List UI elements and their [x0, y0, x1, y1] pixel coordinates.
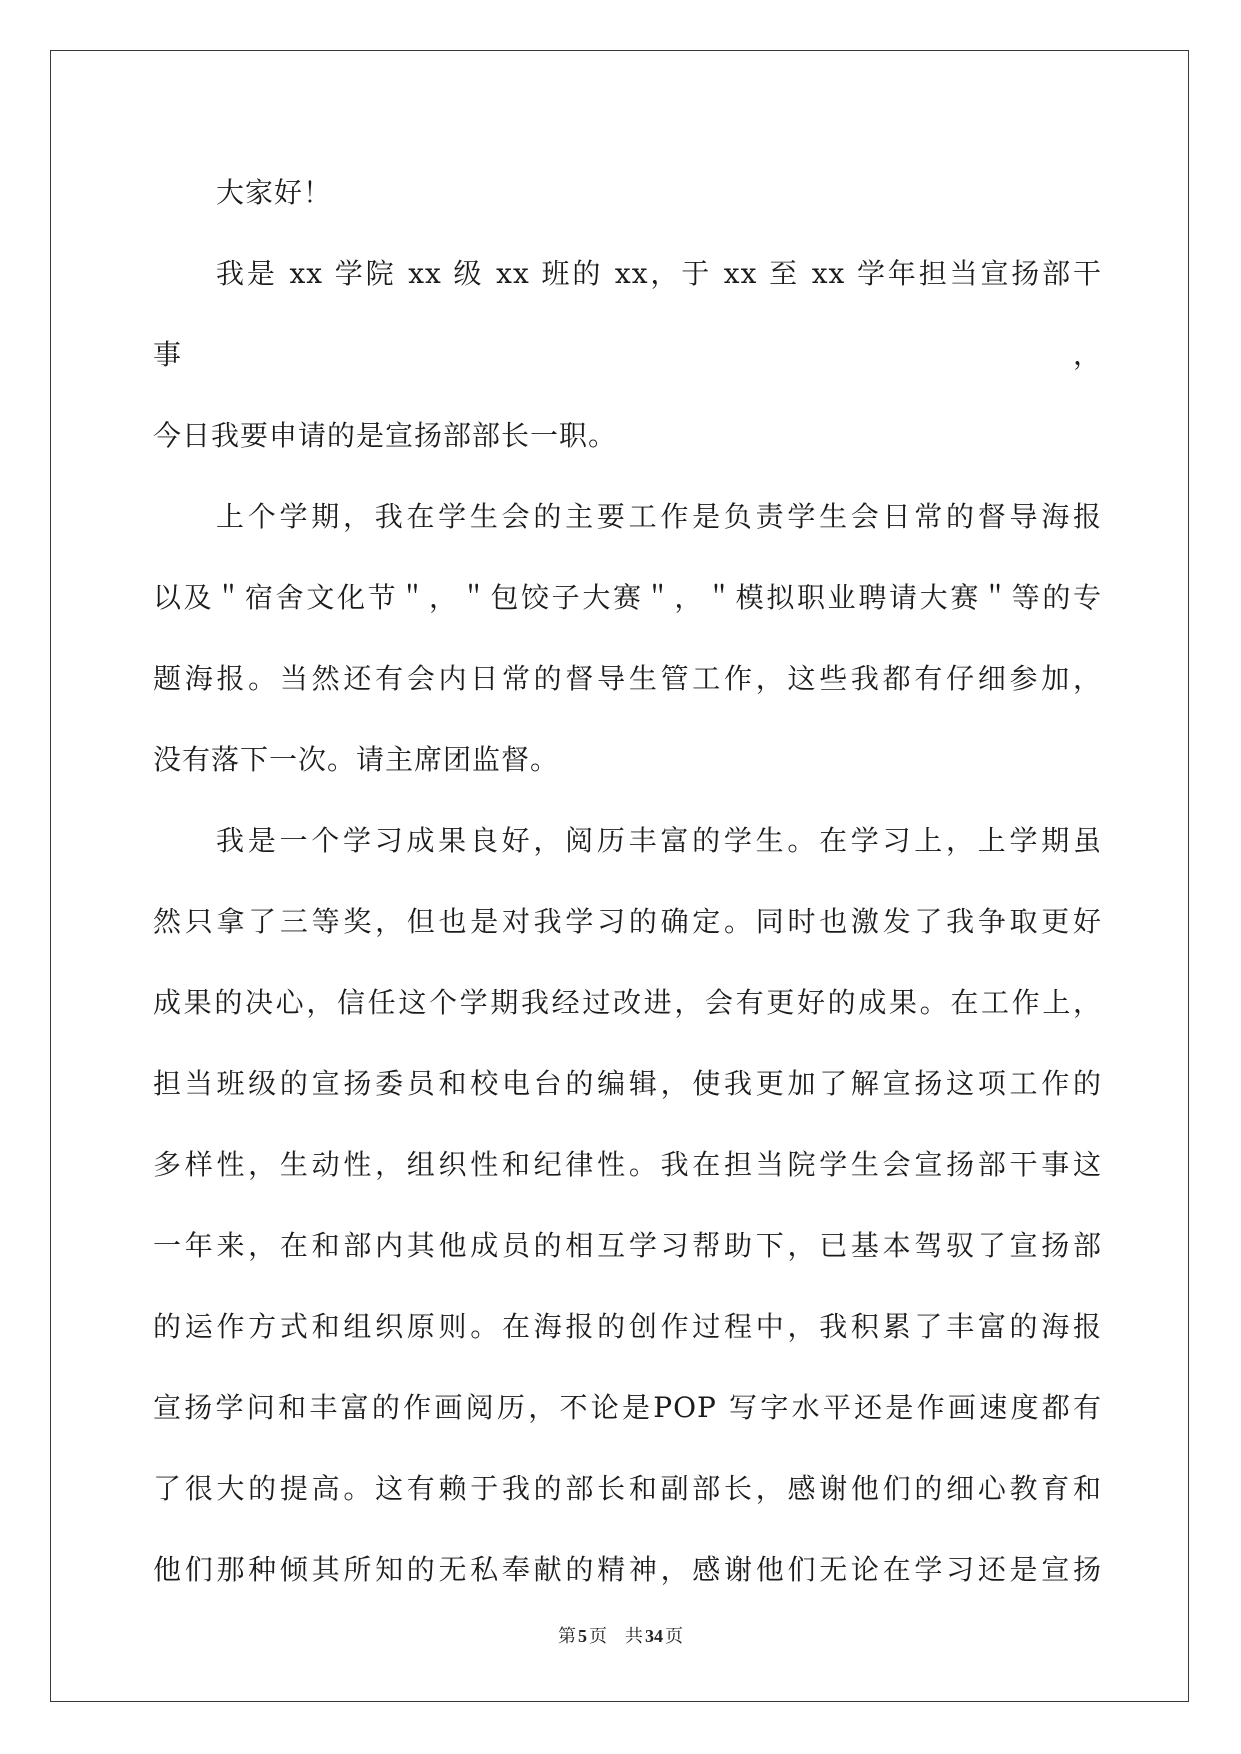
page-suffix: 页 [589, 1626, 607, 1646]
text-line: 成果的决心，信任这个学期我经过改进，会有更好的成果。在工作上， [153, 986, 1102, 1019]
text-line: 今日我要申请的是宣扬部部长一职。 [153, 419, 618, 452]
text-line: 的运作方式和组织原则。在海报的创作过程中，我积累了丰富的海报 [153, 1310, 1102, 1343]
total-pages: 34 [645, 1626, 663, 1646]
text-line: 了很大的提高。这有赖于我的部长和副部长，感谢他们的细心教育和 [153, 1472, 1102, 1505]
page-footer [0, 1623, 1241, 1649]
text-line: 宣扬学问和丰富的作画阅历，不论是POP 写字水平还是作画速度都有 [153, 1391, 1102, 1424]
page-prefix: 第 [558, 1626, 576, 1646]
total-prefix: 共 [625, 1626, 643, 1646]
paragraph-introduction [153, 233, 1102, 476]
document-body [153, 152, 1102, 1610]
text-line: 没有落下一次。请主席团监督。 [153, 743, 560, 776]
text-line: 大家好！ [216, 176, 333, 209]
paragraph-greeting [153, 152, 1102, 233]
text-line: 担当班级的宣扬委员和校电台的编辑，使我更加了解宣扬这项工作的 [153, 1067, 1102, 1100]
text-line: 上个学期，我在学生会的主要工作是负责学生会日常的督导海报 [216, 500, 1102, 533]
text-line: 我是一个学习成果良好，阅历丰富的学生。在学习上，上学期虽 [216, 824, 1102, 857]
total-suffix: 页 [665, 1626, 683, 1646]
text-line: 题海报。当然还有会内日常的督导生管工作，这些我都有仔细参加， [153, 662, 1102, 695]
page-number: 5 [578, 1626, 587, 1646]
paragraph-self-assessment [153, 800, 1102, 1610]
text-line: 他们那种倾其所知的无私奉献的精神，感谢他们无论在学习还是宣扬 [153, 1553, 1102, 1586]
text-line: 以及＂宿舍文化节＂，＂包饺子大赛＂，＂模拟职业聘请大赛＂等的专 [153, 581, 1102, 614]
text-line: 多样性，生动性，组织性和纪律性。我在担当院学生会宣扬部干事这 [153, 1148, 1102, 1181]
paragraph-last-semester [153, 476, 1102, 800]
text-line: 我是 xx 学院 xx 级 xx 班的 xx，于 xx 至 xx 学年担当宣扬部干事， [153, 257, 1102, 371]
text-line: 一年来，在和部内其他成员的相互学习帮助下，已基本驾驭了宣扬部 [153, 1229, 1102, 1262]
text-line: 然只拿了三等奖，但也是对我学习的确定。同时也激发了我争取更好 [153, 905, 1102, 938]
